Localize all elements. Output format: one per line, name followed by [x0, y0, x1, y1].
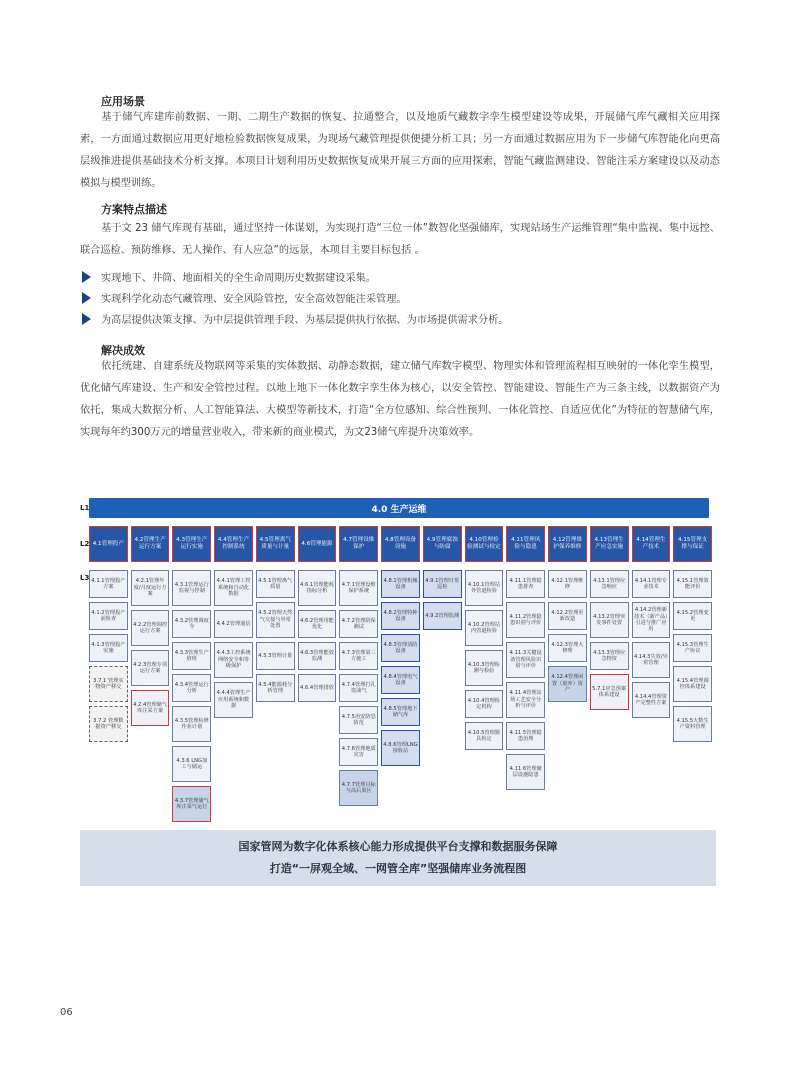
l3-box: 4.6.1管理能耗指标分析: [298, 570, 337, 606]
l3-box: 5.7.1应急预案体系建设: [590, 674, 629, 710]
l3-box: 4.2.2管理调控运行方案: [131, 610, 170, 646]
l3-box: 4.11.2管理隐患识别与评价: [506, 602, 545, 638]
l3-area: [89, 570, 715, 820]
l3-box: 4.3.2管理调度令: [172, 610, 211, 638]
l3-box: 4.9.1管理日常巡检: [423, 570, 462, 598]
caption-banner: [80, 830, 716, 886]
section-title-features: 方案特点描述: [101, 203, 167, 216]
l3-box: 4.5.2管理天然气交接与异常处置: [256, 602, 295, 638]
triangle-bullet-icon: [82, 313, 91, 325]
l3-box: 4.4.4管理生产应用系统和数据: [214, 682, 253, 718]
l3-box: 4.15.3管理生产协议: [673, 634, 712, 662]
l3-box: 4.8.5管理地下储气库: [381, 698, 420, 726]
l3-box: 4.6.4管理排放: [298, 674, 337, 702]
l2-box: 4.8管理设备设施: [381, 526, 420, 562]
l3-box: 4.11.6管理储层设施隐患: [506, 754, 545, 790]
l3-box: 4.3.4管理运行分析: [172, 674, 211, 702]
l3-box: 4.10.5管理器具检定: [465, 722, 504, 750]
l3-box: 4.4.2管理通信: [214, 610, 253, 638]
l3-box: 4.6.3管理能效监测: [298, 642, 337, 670]
caption-line-2: 打造“一屏观全域、一网管全库”坚强储库业务流程图: [269, 862, 527, 875]
l3-box: 4.11.5管理隐患治理: [506, 722, 545, 750]
l3-box: 4.7.4管理打孔盗油气: [339, 674, 378, 702]
section-title-scenario: 应用场景: [101, 95, 145, 108]
l3-box: 4.3.5管理检修作业计划: [172, 706, 211, 742]
l3-box: 4.1.2管理投产前检查: [89, 602, 128, 630]
l2-box: 4.14管理生产技术: [632, 526, 671, 562]
scenario-paragraph: 基于储气库建库前数据、一期、二期生产数据的恢复、拉通整合，以及地质气藏数字孪生模型建设等成果，开展储气库气藏相关应用探索，一方面通过数据应用更好地检验数据恢复成果，为现场气藏管理提供便捷分析工具；另一方面通过数据应用为下一步储气库智能化向更高层级推进提供基础技术分析支撑。本项目计划利用历史数据恢复成果开展三方面的应用探索，智能气藏监测建设、智能注采方案建设以及动态模拟与模型训练。: [80, 112, 720, 189]
l3-box: 4.8.3管理消防设备: [381, 634, 420, 662]
l3-box: 4.7.5治安防恐防范: [339, 706, 378, 734]
l3-box: 4.8.6管理LNG接收站: [381, 730, 420, 766]
l3-box: 4.2.3管理专项运行方案: [131, 650, 170, 686]
l3-box: 4.3.6 LNG加工与储运: [172, 746, 211, 782]
caption-line-1: 国家管网为数字化体系核心能力形成提供平台支撑和数据服务保障: [238, 840, 558, 853]
l2-box: 4.10管理检验测试与检定: [465, 526, 504, 562]
l3-box: 4.10.3管理检测与检验: [465, 650, 504, 686]
l2-box: 4.11管理风险与隐患: [506, 526, 545, 562]
l3-box: 4.9.2管理监测: [423, 602, 462, 630]
l3-box: 4.5.1管理离气质量: [256, 570, 295, 598]
bullet-item: 实现地下、井筒、地面相关的全生命周期历史数据建设采集。: [80, 266, 720, 287]
level-label-l3: L3: [80, 574, 90, 582]
l3-box: 4.13.1管理应急响应: [590, 570, 629, 598]
level-label-l1: L1: [80, 504, 90, 512]
l3-box: 4.5.3管理计量: [256, 642, 295, 670]
features-paragraph: 基于文 23 储气库现有基础，通过坚持一体谋划，为实现打造“三位一体”数智化坚强储库，实现站场生产运维管理“集中监视、集中远控、联合巡检、预防维修、无人操作、有人应急”的远景，本项目主要目标包括 。: [80, 223, 720, 256]
l3-box: 4.4.1管理工控系统和自动化数据: [214, 570, 253, 606]
l3-box: 3.7.1 管理实物资产移交: [89, 666, 128, 702]
l2-row: [89, 526, 715, 562]
l3-box: 4.1.3管理投产实施: [89, 634, 128, 662]
l3-box: 4.14.3失效/异常管理: [632, 642, 671, 678]
l3-box: 4.15.1管理效能评价: [673, 570, 712, 598]
l3-box: 3.7.2 管理数据资产移交: [89, 706, 128, 742]
business-flow-diagram: [80, 494, 716, 824]
l3-box: 4.12.2管理更新改造: [548, 602, 587, 630]
l3-box: 4.2.4管理储气库注采方案: [131, 690, 170, 726]
l3-box: 4.8.4管理电气设备: [381, 666, 420, 694]
l3-box: 4.3.3管理生产值班: [172, 642, 211, 670]
l3-box: 4.7.3管理第三方施工: [339, 642, 378, 670]
l3-box: 4.13.3管理应急物资: [590, 642, 629, 670]
l3-box: 4.1.1管理投产方案: [89, 570, 128, 598]
l2-box: 4.6管理能源: [298, 526, 337, 562]
level-label-l2: L2: [80, 540, 90, 548]
l3-box: 4.15.4管理调控体系建设: [673, 666, 712, 702]
l3-box: 4.14.4管理资产完整性方案: [632, 682, 671, 718]
l3-box: 4.12.3管理大修理: [548, 634, 587, 662]
results-paragraph: 依托统建、自建系统及物联网等采集的实体数据、动静态数据，建立储气库数字模型、物理实体和管理流程相互映射的一体化孪生模型，优化储气库建设、生产和安全管控过程。以地上地下一体化数字孪生体为核心，以安全管控、智能建设、智能生产为三条主线，以数据资产为依托，集成大数据分析、人工智能算法、大模型等新技术，打造“全方位感知、综合性预判、一体化管控、自适应优化”为特征的智慧储气库，实现每年约300万元的增量营业收入，带来新的商业模式，为文23储气库提升决策效率。: [80, 361, 720, 438]
l3-box: 4.6.2管理用能优化: [298, 610, 337, 638]
l3-box: 4.14.2管理新技术（新产品）引进与推广应用: [632, 602, 671, 638]
features-bullet-list: [80, 266, 720, 329]
l2-box: 4.9管理腐蚀与防腐: [423, 526, 462, 562]
l3-box: 4.15.5大数生产资料管理: [673, 706, 712, 742]
l2-box: 4.1管理投产: [89, 526, 128, 562]
l3-box: 4.14.1管理专业技术: [632, 570, 671, 598]
l3-box: 4.8.1管理机械设备: [381, 570, 420, 598]
l2-box: 4.2管理生产运行方案: [131, 526, 170, 562]
l3-box: 4.7.6管理地质灾害: [339, 738, 378, 766]
l3-box: 4.5.4能源耗分析管理: [256, 674, 295, 702]
bullet-item: 为高层提供决策支撑、为中层提供管理手段、为基层提供执行依据、为市场提供需求分析。: [80, 308, 720, 329]
l3-box: 4.12.4管理闲置（废弃）资产: [548, 666, 587, 702]
l2-box: 4.15管理支撑与保证: [673, 526, 712, 562]
l2-box: 4.13管理生产应急实施: [590, 526, 629, 562]
l3-box: 4.4.3工控系统网络安全和等级保护: [214, 642, 253, 678]
l3-box: 4.11.4管理站场工艺安全分析与评价: [506, 682, 545, 718]
l2-box: 4.7管理设维保护: [339, 526, 378, 562]
l2-box: 4.12管理维护保养维修: [548, 526, 587, 562]
l2-box: 4.4管理生产控制系统: [214, 526, 253, 562]
l2-box: 4.5管理离气质量与计量: [256, 526, 295, 562]
l3-box: 4.7.7管理目标与高后果区: [339, 770, 378, 806]
l3-box: 4.3.1管理运行监视与控制: [172, 570, 211, 606]
triangle-bullet-icon: [82, 271, 91, 283]
l3-box: 4.2.1管理年度/月度运行方案: [131, 570, 170, 606]
l2-box: 4.3管理生产运行实施: [172, 526, 211, 562]
l3-box: 4.11.1管理隐患排查: [506, 570, 545, 598]
l3-box: 4.12.1管理维修: [548, 570, 587, 598]
l3-box: 4.15.2管理变更: [673, 602, 712, 630]
l3-box: 4.7.2管理阴保测试: [339, 610, 378, 638]
triangle-bullet-icon: [82, 292, 91, 304]
l3-box: 4.11.3关键设备管理风险识别与评价: [506, 642, 545, 678]
l3-box: 4.10.4管理检定机构: [465, 690, 504, 718]
l3-box: 4.8.2管理特种设备: [381, 602, 420, 630]
section-title-results: 解决成效: [101, 344, 145, 357]
l3-box: 4.10.2管理站内管道检验: [465, 610, 504, 646]
page-number: 06: [60, 1007, 73, 1018]
l3-box: 4.10.1管理站外管道检验: [465, 570, 504, 606]
l3-box: 4.13.2管理突发事件处置: [590, 602, 629, 638]
l3-box: 4.3.7管理储气库注采气运行: [172, 786, 211, 822]
bullet-item: 实现科学化动态气藏管理、安全风险管控，安全高效智能注采管理。: [80, 287, 720, 308]
l1-bar: 4.0 生产运维: [89, 498, 709, 518]
l3-box: 4.7.1管理设维保护系统: [339, 570, 378, 606]
